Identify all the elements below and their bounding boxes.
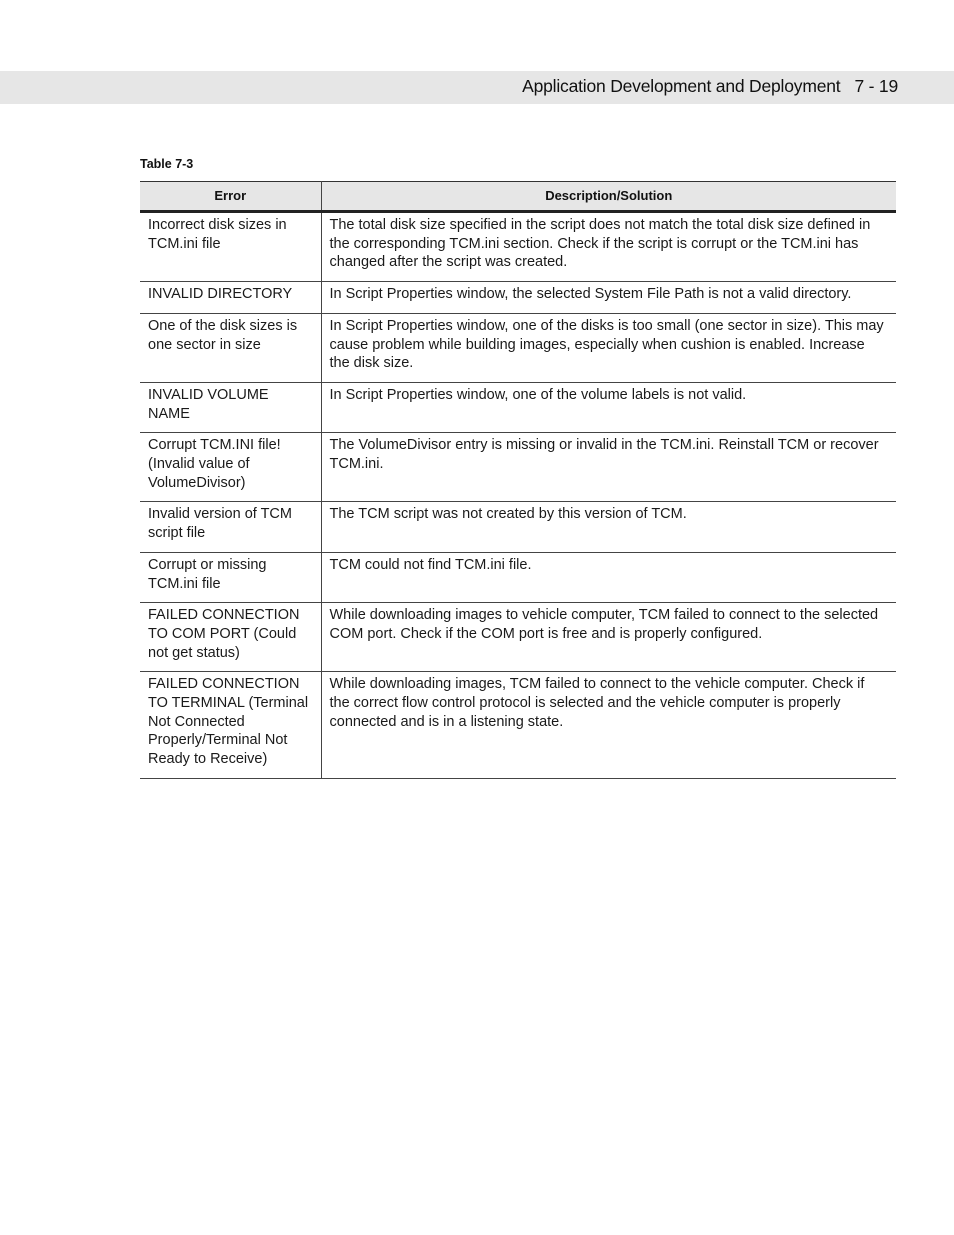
error-cell: Invalid version of TCM script file: [140, 502, 321, 552]
description-cell: The total disk size specified in the script does not match the total disk size defined in the corresponding TCM.ini section. Check if the script is corrupt or the TCM.ini has changed after the script was created.: [321, 212, 896, 282]
table-row: [140, 433, 896, 502]
table-row: [140, 502, 896, 552]
error-cell: Incorrect disk sizes in TCM.ini file: [140, 212, 321, 282]
error-cell: FAILED CONNECTION TO TERMINAL (Terminal Not Connected Properly/Terminal Not Ready to Receive): [140, 672, 321, 779]
description-cell: In Script Properties window, one of the volume labels is not valid.: [321, 382, 896, 432]
chapter-title: Application Development and Deployment: [522, 76, 841, 96]
table-caption: Table 7-3: [140, 157, 194, 171]
page-number: 7 - 19: [854, 76, 898, 96]
error-cell: INVALID VOLUME NAME: [140, 382, 321, 432]
table-row: [140, 552, 896, 602]
description-cell: In Script Properties window, one of the disks is too small (one sector in size). This may cause problem while building images, especially when cushion is enabled. Increase the disk size.: [321, 313, 896, 382]
table-header-row: [140, 182, 896, 212]
table-row: [140, 603, 896, 672]
error-cell: Corrupt or missing TCM.ini file: [140, 552, 321, 602]
description-cell: While downloading images, TCM failed to connect to the vehicle computer. Check if the correct flow control protocol is selected and the vehicle computer is properly connected and is in a listening state.: [321, 672, 896, 779]
table-row: [140, 672, 896, 779]
running-header: [522, 71, 898, 104]
description-cell: While downloading images to vehicle computer, TCM failed to connect to the selected COM port. Check if the COM port is free and is properly configured.: [321, 603, 896, 672]
description-cell: In Script Properties window, the selected System File Path is not a valid directory.: [321, 282, 896, 314]
table-row: [140, 212, 896, 282]
error-table: [140, 181, 896, 779]
page-header: [0, 71, 954, 104]
error-cell: One of the disk sizes is one sector in size: [140, 313, 321, 382]
error-cell: FAILED CONNECTION TO COM PORT (Could not get status): [140, 603, 321, 672]
column-header-error: Error: [140, 182, 321, 212]
error-cell: INVALID DIRECTORY: [140, 282, 321, 314]
description-cell: The TCM script was not created by this version of TCM.: [321, 502, 896, 552]
column-header-description: Description/Solution: [321, 182, 896, 212]
description-cell: The VolumeDivisor entry is missing or invalid in the TCM.ini. Reinstall TCM or recover TCM.ini.: [321, 433, 896, 502]
table-row: [140, 382, 896, 432]
table-row: [140, 313, 896, 382]
error-cell: Corrupt TCM.INI file! (Invalid value of VolumeDivisor): [140, 433, 321, 502]
description-cell: TCM could not find TCM.ini file.: [321, 552, 896, 602]
table-row: [140, 282, 896, 314]
